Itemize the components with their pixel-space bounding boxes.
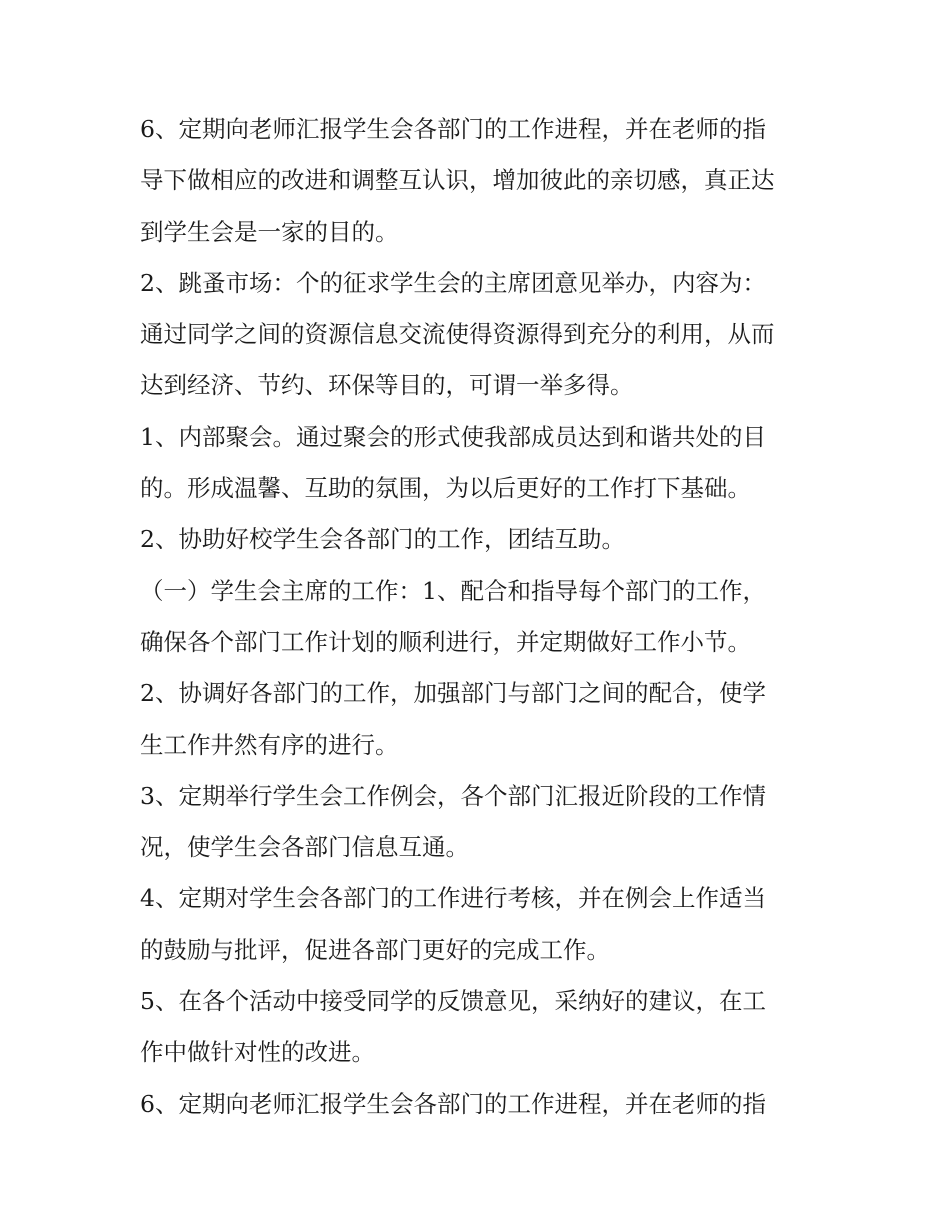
text-line: 1、内部聚会。通过聚会的形式使我部成员达到和谐共处的目 xyxy=(140,422,766,451)
text-line: （一）学生会主席的工作：1、配合和指导每个部门的工作， xyxy=(140,576,766,605)
text-line: 的。形成温馨、互助的氛围，为以后更好的工作打下基础。 xyxy=(140,474,751,503)
text-line: 确保各个部门工作计划的顺利进行，并定期做好工作小节。 xyxy=(140,627,751,656)
text-line: 2、协助好校学生会各部门的工作，团结互助。 xyxy=(140,525,625,554)
text-line: 作中做针对性的改进。 xyxy=(140,1038,375,1067)
text-line: 的鼓励与批评，促进各部门更好的完成工作。 xyxy=(140,935,610,964)
text-line: 到学生会是一家的目的。 xyxy=(140,217,399,246)
text-line: 6、定期向老师汇报学生会各部门的工作进程，并在老师的指 xyxy=(140,1089,766,1118)
text-line: 通过同学之间的资源信息交流使得资源得到充分的利用，从而 xyxy=(140,320,775,349)
text-line: 6、定期向老师汇报学生会各部门的工作进程，并在老师的指 xyxy=(140,115,766,143)
text-line: 2、协调好各部门的工作，加强部门与部门之间的配合，使学 xyxy=(140,679,766,708)
text-line: 达到经济、节约、环保等目的，可谓一举多得。 xyxy=(140,371,634,400)
text-line: 2、跳蚤市场：个的征求学生会的主席团意见举办，内容为： xyxy=(140,268,766,297)
text-line: 3、定期举行学生会工作例会，各个部门汇报近阶段的工作情 xyxy=(140,781,766,810)
text-line: 生工作井然有序的进行。 xyxy=(140,730,399,759)
document-body xyxy=(140,104,820,1130)
text-line: 况，使学生会各部门信息互通。 xyxy=(140,833,469,862)
text-line: 4、定期对学生会各部门的工作进行考核，并在例会上作适当 xyxy=(140,884,766,913)
text-line: 导下做相应的改进和调整互认识，增加彼此的亲切感，真正达 xyxy=(140,166,775,195)
text-line: 5、在各个活动中接受同学的反馈意见，采纳好的建议，在工 xyxy=(140,987,766,1016)
